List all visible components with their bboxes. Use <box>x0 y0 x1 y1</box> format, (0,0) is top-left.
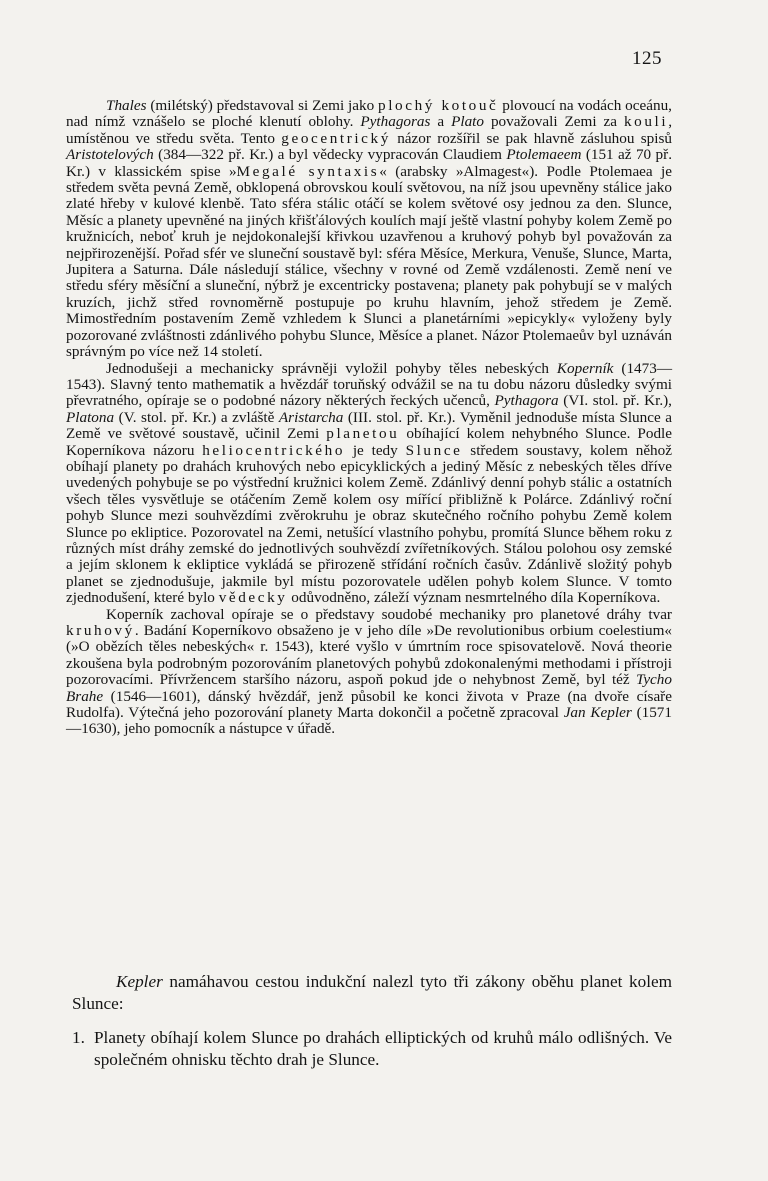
paragraph-kepler-intro: Kepler namáhavou cestou indukční nalezl tyto tři zákony oběhu planet kolem Slunce: <box>72 972 672 1013</box>
name-tycho-brahe: Tycho Brahe <box>66 671 672 705</box>
kepler-laws-section <box>72 971 672 1071</box>
law-text: Planety obíhají kolem Slunce po drahách elliptických od kruhů málo odlišných. Ve společném ohnisku těchto drah je Slunce. <box>94 1028 672 1069</box>
name-thales: Thales <box>106 97 147 114</box>
name-plato: Plato <box>451 113 484 131</box>
law-number: 1. <box>72 1028 85 1047</box>
paragraph-copernicus: Jednodušeji a mechanicky správněji vyložil pohyby těles nebeských Koperník (1473—1543). Slavný tento mathematik a hvězdář toruňský odvážil se na tu dobu názoru důsledky svými převratného, opíraje se o podobné názory některých řeckých učenců, Pythagora (VI. stol. př. Kr.), Platona (V. stol. př. Kr.) a zvláště Aristarcha (III. stol. př. Kr.). Vyměnil jednoduše místa Slunce a Země ve světové soustavě, učinil Zemi planetou obíhající kolem nehybného Slunce. Podle Koperníkova názoru heliocentrického je tedy Slunce středem soustavy, kolem něhož obíhají planety po drahách kruhových nebo epicyklických a jediný Měsíc z nebeských těles dříve uvedených pohybuje se po výstřední kružnici kolem Země. Zdánlivý denní pohyb stálic a ostatních všech těles vysvětluje se otáčením Země kolem osy mířící přibližně k Polárce. Zdánlivý roční pohyb Slunce mezi souhvězdími zvěrokruhu je obraz skutečného ročního pohybu Země kolem Slunce po ekliptice. Pozorovatel na Zemi, netušící vlastního pohybu, promítá Slunce během roku z různých míst dráhy zemské do jednotlivých souhvězdí zvířetníkových. Stálou polohou osy zemské a jejím sklonem k ekliptice vykládá se přirozeně střídání ročních časův. Zdánlivě složitý pohyb planet se zjednodušuje, jakmile byl místu pozorovatele udělen pohyb kolem Slunce. V tomto zjednodušení, které bylo vědecky odůvodněno, záleží význam nesmrtelného díla Koperníkova. <box>66 359 673 607</box>
name-copernicus: Koperník <box>556 359 614 377</box>
paragraph-thales: Thales (milétský) představoval si Zemi jako plochý kotouč plovoucí na vodách oceánu, nad nímž vznášelo se ploché klenutí oblohy. Pythagoras a Plato považovali Zemi za kouli, umístěnou ve středu světa. Tento geocentrický názor rozšířil se pak hlavně zásluhou spisů Aristotelových (384—322 př. Kr.) a byl vědecky vypracován Claudiem Ptolemaeem (151 až 70 př. Kr.) v klassickém spise »Megalé syntaxis« (arabsky »Almagest«). Podle Ptolemaea je středem světa pevná Země, obklopená obrovskou koulí světovou, na níž jsou upevněny stálice jako zlaté hřeby v kulové klenbě. Tato sféra stálic otáčí se kolem světové osy jednou za den. Slunce, Měsíc a planety upevněné na jiných křišťálových koulích mají ještě vlastní pohyby kolem Země po kružnicích, neboť kruh je nejdokonalejší křivkou uzavřenou a kruhový pohyb byl považován za nejpřirozenější. Pořad sfér ve sluneční soustavě byl: sféra Měsíce, Merkura, Venuše, Slunce, Marta, Jupitera a Saturna. Dále následují stálice, všechny v rovné od Země vzdálenosti. Země není ve středu sféry měsíční a sluneční, nýbrž je excentricky postavena; planety pak pohybují se v malých kruzích, jichž střed rovnoměrně postupuje po kruhu hlavním, jehož středem je Země. Mimostředním postavením Země vzhledem k Slunci a planetárními »epicykly« vyloženy byly pozorované zvláštnosti zdánlivého pohybu Slunce, Měsíce a planet. Názor Ptolemaeův byl uznáván správným po více než 14 století. <box>66 97 672 361</box>
main-text <box>66 98 672 738</box>
law-item <box>72 1027 672 1071</box>
page-number: 125 <box>632 48 662 69</box>
paragraph-tycho: Koperník zachoval opíraje se o představy soudobé mechaniky pro planetové dráhy tvar kruhový. Badání Koperníkovo obsaženo je v jeho díle »De revolutionibus orbium coelestium« (»O obězích těles nebeských« r. 1543), které vyšlo v úmrtním roce spisovatelově. Nová theorie zkoušena byla podrobným pozorováním planetových pohybů zdokonalenými methodami i přístroji pozorovacími. Přívržencem staršího názoru, aspoň pokud jde o nehybnost Země, byl též Tycho Brahe (1546—1601), dánský hvězdář, jenž působil ke konci života v Praze (na dvoře císaře Rudolfa). Výtečná jeho pozorování planety Marta dokončil a početně zpracoval Jan Kepler (1571—1630), jeho pomocník a nástupce v úřadě. <box>66 605 672 738</box>
name-ptolemy: Ptolemaeem <box>506 146 582 164</box>
name-kepler: Jan Kepler <box>563 704 632 722</box>
name-pythagoras: Pythagoras <box>360 113 431 131</box>
name-aristotle: Aristotelových <box>66 146 154 164</box>
